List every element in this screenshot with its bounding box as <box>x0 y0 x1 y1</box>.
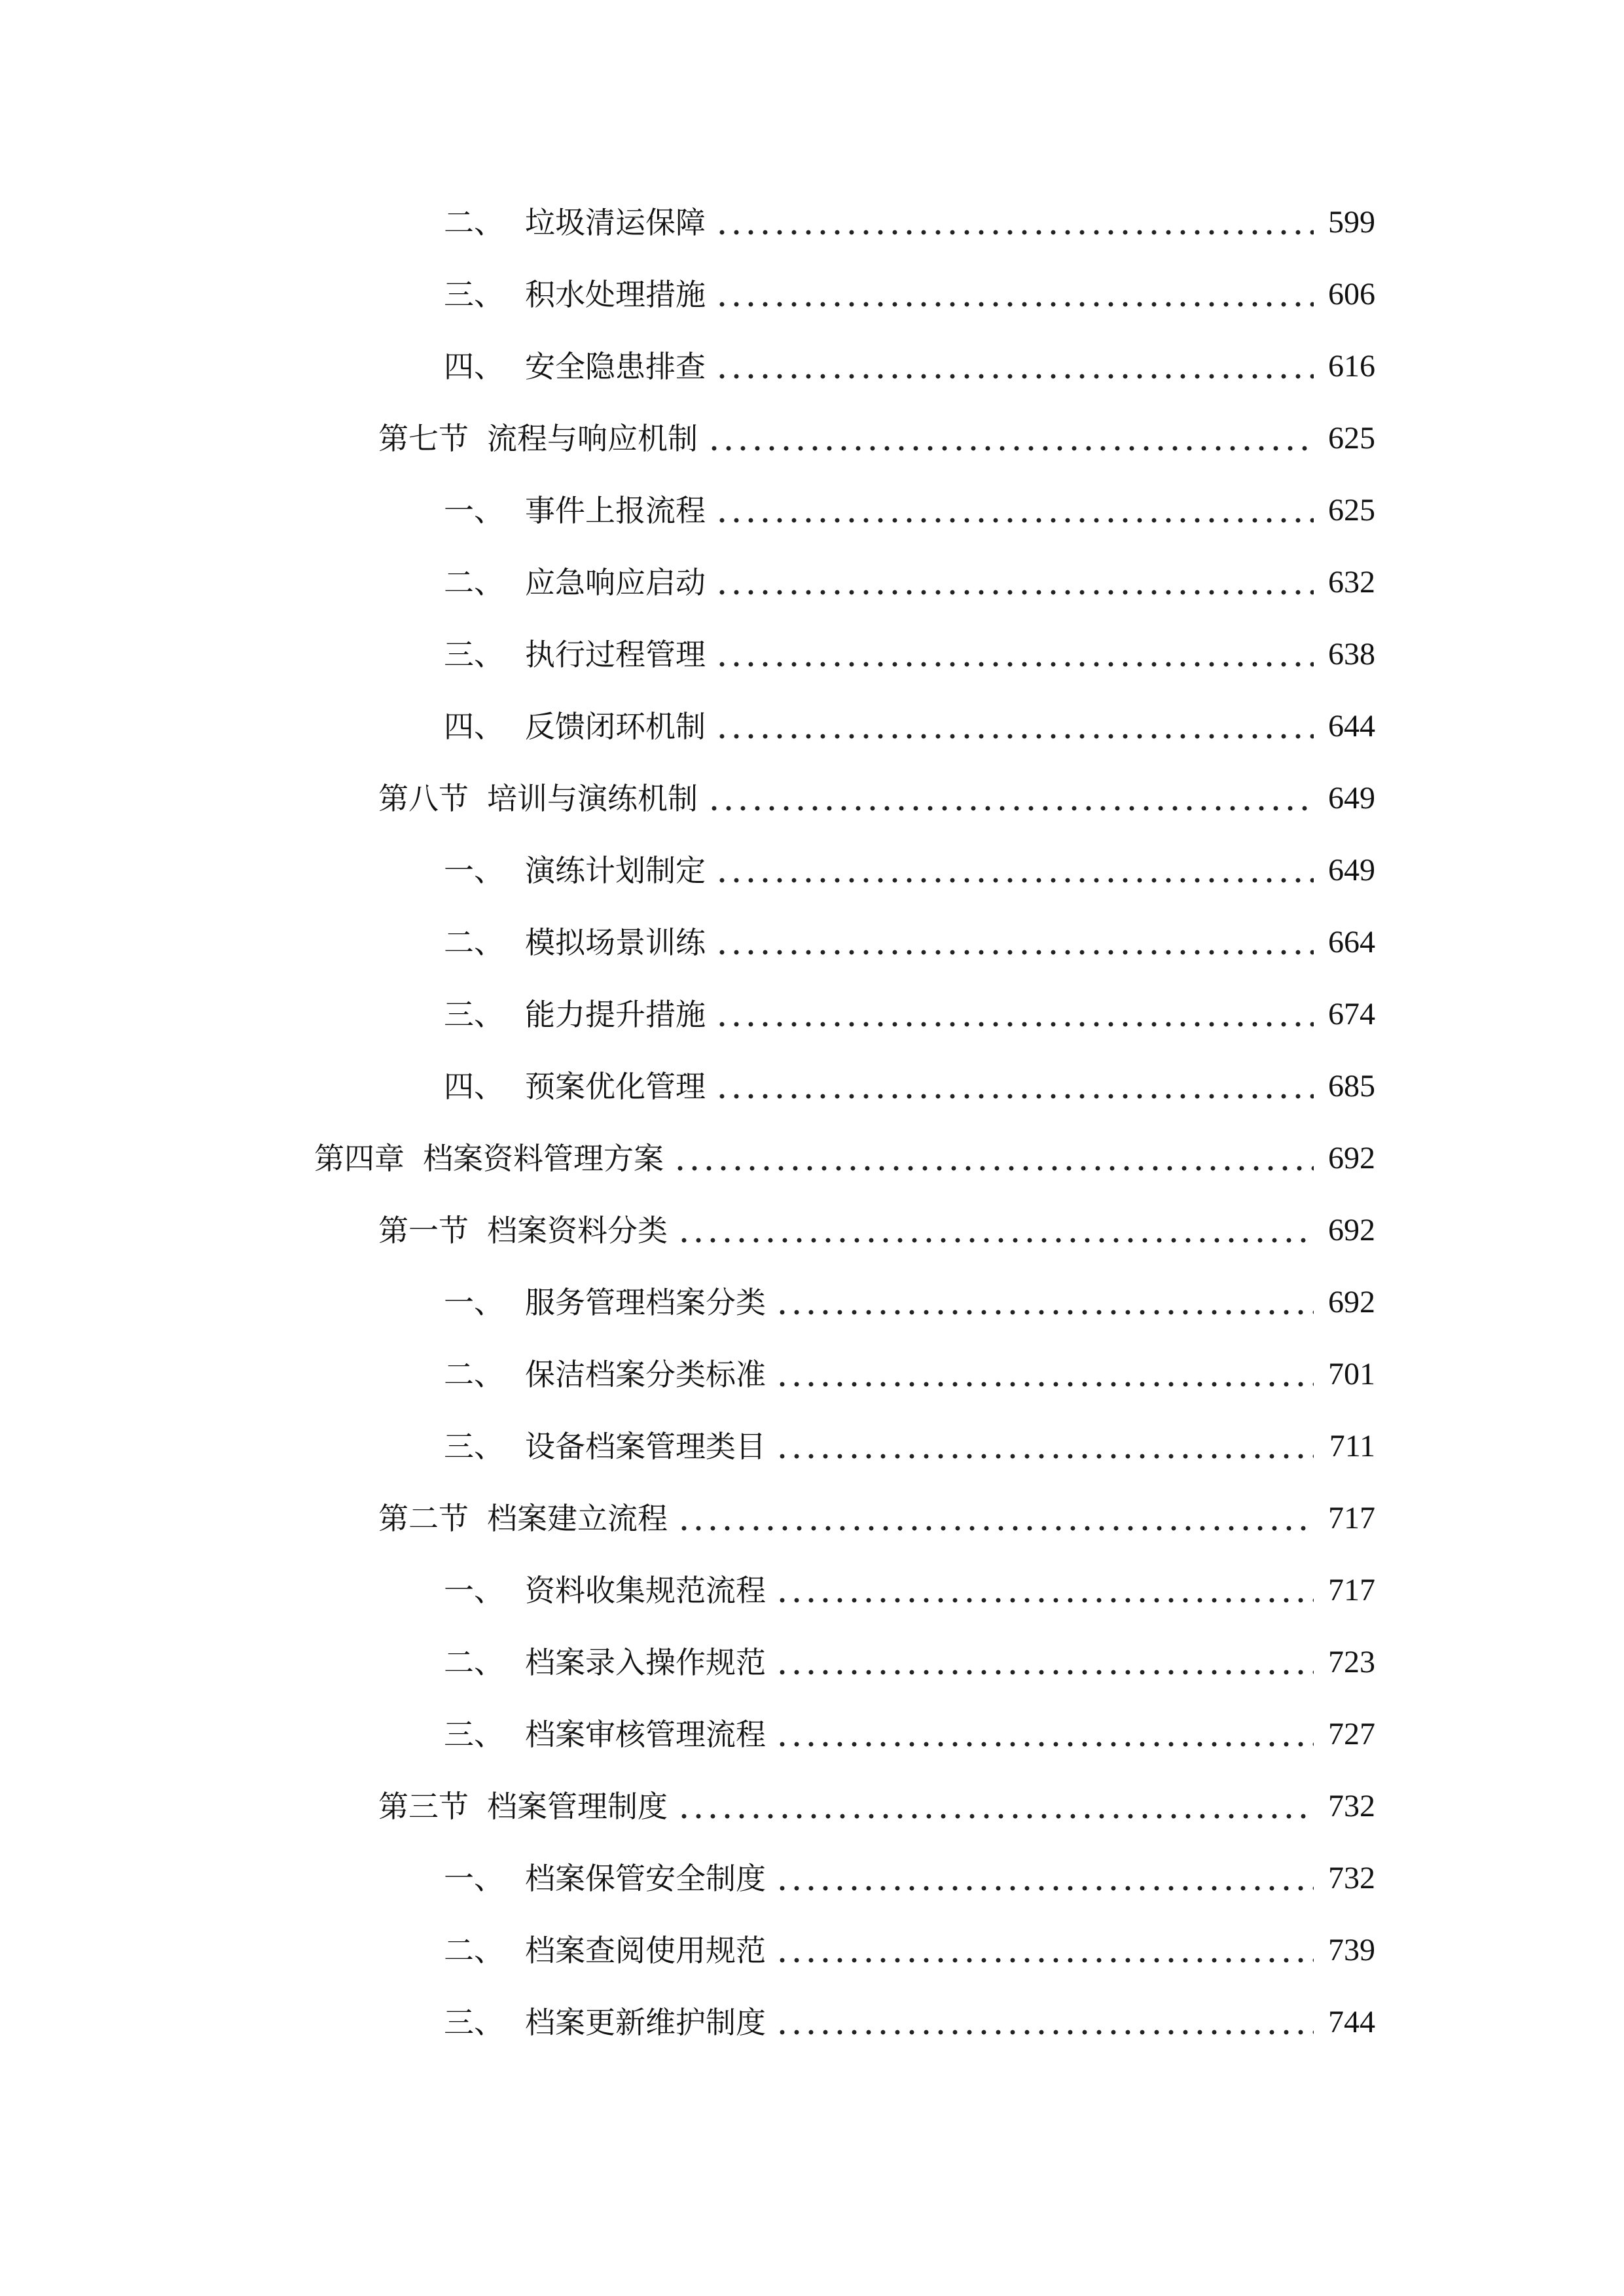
toc-entry-number: 一、 <box>444 1285 504 1320</box>
toc-entry-title: 反馈闭环机制 <box>525 709 706 744</box>
toc-entry-number: 二、 <box>444 925 504 960</box>
toc-entry[interactable] <box>444 1060 1375 1106</box>
toc-entry-title: 档案审核管理流程 <box>525 1717 766 1752</box>
toc-entry-title: 应急响应启动 <box>525 565 706 600</box>
toc-entry-title: 执行过程管理 <box>525 637 706 672</box>
toc-entry-title: 流程与响应机制 <box>487 421 698 456</box>
toc-entry[interactable] <box>378 772 1375 818</box>
toc-entry-number: 一、 <box>444 1861 504 1896</box>
toc-entry-number: 一、 <box>444 853 504 888</box>
toc-entry-title: 档案录入操作规范 <box>525 1645 766 1680</box>
toc-entry-page: 599 <box>1328 205 1375 240</box>
toc-entry-title: 服务管理档案分类 <box>525 1285 766 1320</box>
toc-entry-number: 一、 <box>444 1573 504 1608</box>
toc-entry[interactable] <box>444 844 1375 890</box>
toc-entry-number: 二、 <box>444 1933 504 1968</box>
toc-dot-leader <box>775 1643 1314 1682</box>
toc-entry[interactable] <box>444 628 1375 674</box>
toc-entry-title: 安全隐患排查 <box>525 349 706 384</box>
toc-dot-leader <box>715 347 1314 386</box>
toc-entry[interactable] <box>444 700 1375 746</box>
toc-entry[interactable] <box>444 1348 1375 1394</box>
toc-entry-page: 606 <box>1328 277 1375 312</box>
toc-entry-number: 四、 <box>444 349 504 384</box>
toc-entry-title: 档案管理制度 <box>487 1789 668 1824</box>
toc-entry-number: 第八节 <box>378 781 469 816</box>
toc-entry[interactable] <box>444 1852 1375 1898</box>
toc-entry-title: 档案保管安全制度 <box>525 1861 766 1896</box>
toc-dot-leader <box>775 1427 1314 1466</box>
toc-entry-title: 档案资料分类 <box>487 1213 668 1248</box>
toc-dot-leader <box>775 1283 1314 1322</box>
toc-entry[interactable] <box>444 1636 1375 1682</box>
toc-entry-title: 垃圾清运保障 <box>525 205 706 240</box>
toc-dot-leader <box>775 1859 1314 1898</box>
toc-entry-title: 能力提升措施 <box>525 997 706 1032</box>
toc-entry-title: 设备档案管理类目 <box>525 1429 766 1464</box>
toc-entry-title: 培训与演练机制 <box>487 781 698 816</box>
toc-entry-number: 第三节 <box>378 1789 469 1824</box>
toc-entry-number: 二、 <box>444 205 504 240</box>
toc-dot-leader <box>715 707 1314 746</box>
toc-entry[interactable] <box>444 196 1375 242</box>
toc-entry[interactable] <box>444 1708 1375 1754</box>
toc-dot-leader <box>707 779 1314 818</box>
toc-entry[interactable] <box>444 1420 1375 1466</box>
toc-entry[interactable] <box>378 1780 1375 1826</box>
toc-entry-page: 674 <box>1328 997 1375 1031</box>
toc-entry-page: 664 <box>1328 925 1375 960</box>
toc-entry[interactable] <box>444 1924 1375 1970</box>
toc-entry-number: 三、 <box>444 277 504 312</box>
toc-entry-number: 一、 <box>444 493 504 528</box>
toc-entry-number: 第四章 <box>314 1141 405 1176</box>
toc-dot-leader <box>715 851 1314 890</box>
toc-entry-title: 事件上报流程 <box>525 493 706 528</box>
toc-entry-page: 744 <box>1328 2005 1375 2039</box>
toc-entry-title: 演练计划制定 <box>525 853 706 888</box>
toc-entry-title: 资料收集规范流程 <box>525 1573 766 1608</box>
toc-entry[interactable] <box>444 268 1375 314</box>
toc-entry-page: 616 <box>1328 349 1375 384</box>
toc-entry-title: 档案建立流程 <box>487 1501 668 1536</box>
toc-dot-leader <box>677 1211 1314 1250</box>
toc-entry-title: 积水处理措施 <box>525 277 706 312</box>
toc-entry-page: 644 <box>1328 709 1375 744</box>
toc-entry-number: 三、 <box>444 2005 504 2040</box>
toc-entry-title: 模拟场景训练 <box>525 925 706 960</box>
toc-dot-leader <box>715 491 1314 530</box>
toc-entry-page: 692 <box>1328 1213 1375 1247</box>
toc-entry-page: 739 <box>1328 1933 1375 1967</box>
toc-entry-page: 717 <box>1328 1501 1375 1535</box>
toc-entry-page: 723 <box>1328 1645 1375 1679</box>
toc-entry[interactable] <box>444 1996 1375 2042</box>
toc-entry-number: 第七节 <box>378 421 469 456</box>
toc-entry-page: 732 <box>1328 1861 1375 1895</box>
toc-entry[interactable] <box>444 1564 1375 1610</box>
toc-entry-page: 711 <box>1329 1429 1375 1463</box>
toc-dot-leader <box>715 563 1314 602</box>
toc-entry-number: 三、 <box>444 997 504 1032</box>
toc-entry[interactable] <box>444 556 1375 602</box>
toc-dot-leader <box>707 419 1314 458</box>
toc-entry-page: 717 <box>1328 1573 1375 1607</box>
toc-entry-page: 732 <box>1328 1789 1375 1823</box>
toc-dot-leader <box>775 1931 1314 1970</box>
toc-entry[interactable] <box>378 1204 1375 1250</box>
toc-entry-number: 四、 <box>444 1069 504 1104</box>
toc-dot-leader <box>715 1067 1314 1106</box>
toc-entry-page: 638 <box>1328 637 1375 672</box>
toc-entry-number: 三、 <box>444 1717 504 1752</box>
toc-dot-leader <box>775 1355 1314 1394</box>
toc-entry-number: 三、 <box>444 1429 504 1464</box>
toc-entry[interactable] <box>314 1132 1375 1178</box>
toc-dot-leader <box>775 1715 1314 1754</box>
toc-entry-title: 预案优化管理 <box>525 1069 706 1104</box>
toc-entry-title: 档案查阅使用规范 <box>525 1933 766 1968</box>
toc-entry[interactable] <box>444 988 1375 1034</box>
toc-dot-leader <box>677 1499 1314 1538</box>
toc-entry-page: 649 <box>1328 853 1375 888</box>
toc-entry[interactable] <box>444 1276 1375 1322</box>
toc-entry-page: 649 <box>1328 781 1375 816</box>
toc-entry-title: 档案资料管理方案 <box>423 1141 664 1176</box>
toc-entry-page: 692 <box>1328 1285 1375 1319</box>
toc-entry-number: 三、 <box>444 637 504 672</box>
toc-dot-leader <box>673 1139 1314 1178</box>
toc-entry-page: 625 <box>1328 493 1375 528</box>
toc-entry-page: 685 <box>1328 1069 1375 1103</box>
toc-entry-page: 727 <box>1328 1717 1375 1751</box>
toc-entry[interactable] <box>444 484 1375 530</box>
toc-entry-page: 692 <box>1328 1141 1375 1175</box>
toc-entry-page: 632 <box>1328 565 1375 600</box>
toc-entry-number: 二、 <box>444 1357 504 1392</box>
toc-entry-page: 625 <box>1328 421 1375 456</box>
toc-dot-leader <box>775 2003 1314 2042</box>
toc-entry[interactable] <box>378 412 1375 458</box>
toc-dot-leader <box>715 635 1314 674</box>
toc-entry[interactable] <box>378 1492 1375 1538</box>
toc-entry-number: 二、 <box>444 1645 504 1680</box>
toc-entry-title: 档案更新维护制度 <box>525 2005 766 2040</box>
toc-entry-title: 保洁档案分类标准 <box>525 1357 766 1392</box>
toc-entry[interactable] <box>444 916 1375 962</box>
toc-entry[interactable] <box>444 340 1375 386</box>
toc-dot-leader <box>715 995 1314 1034</box>
toc-dot-leader <box>715 923 1314 962</box>
toc-dot-leader <box>715 203 1314 242</box>
toc-dot-leader <box>677 1787 1314 1826</box>
toc-entry-page: 701 <box>1328 1357 1375 1391</box>
toc-entry-number: 二、 <box>444 565 504 600</box>
toc-entry-number: 四、 <box>444 709 504 744</box>
toc-dot-leader <box>775 1571 1314 1610</box>
toc-entry-number: 第一节 <box>378 1213 469 1248</box>
toc-entry-number: 第二节 <box>378 1501 469 1536</box>
toc-dot-leader <box>715 275 1314 314</box>
